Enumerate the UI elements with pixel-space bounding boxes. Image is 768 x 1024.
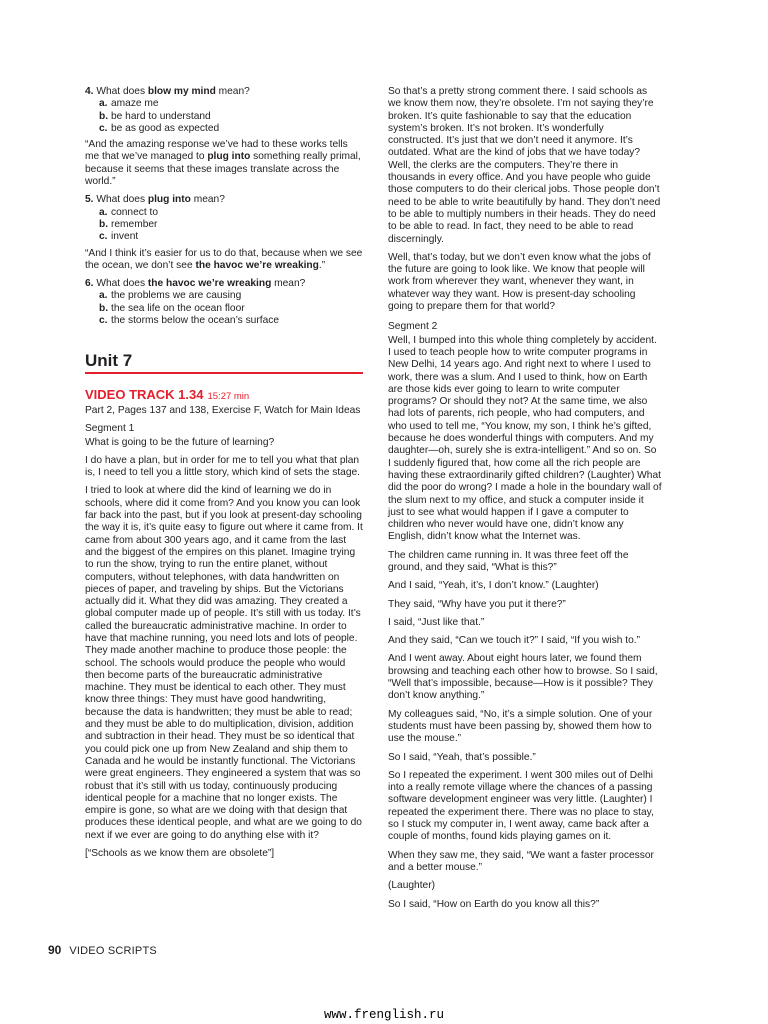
track-duration: 15:27 min (207, 390, 250, 402)
question-4: 4. What does blow my mind mean? (85, 86, 250, 97)
track-info: Part 2, Pages 137 and 138, Exercise F, Watch for Main Ideas (85, 404, 361, 416)
option: a. amaze me (99, 98, 159, 110)
paragraph: They said, “Why have you put it there?” (388, 598, 566, 610)
question-4-options (85, 98, 363, 135)
paragraph: The children came running in. It was three feet off the ground, and they said, “What is this?” (388, 549, 629, 573)
watermark-url: www.frenglish.ru (323, 1008, 445, 1022)
quote-paragraph: “And the amazing response we’ve had to these works tells me that we’ve managed to plug into something really primal, because it seems that these images translate across the world.” (85, 139, 361, 188)
page-footer (48, 943, 157, 957)
paragraph: So that’s a pretty strong comment there. I said schools as we know them now, they’re obsolete. I’m not saying they’re broken. It’s quite fashionable to say that the education system’s broken. It’s not broken. It’s wonderfully constructed. It’s just that we don’t need it anymore. It’s outdated. What are the kind of jobs that we have today? Well, the clerks are the computers. They’re there in thousands in every office. And you have people who guide those computers to do their clerical jobs. Those people don’t need to be able to write beautifully by hand. They don’t need to be able to multiply numbers in their heads. They do need to be able to read. In fact, they need to be able to read discerningly. (388, 86, 661, 245)
question-6-options (85, 290, 363, 327)
option: c. the storms below the ocean’s surface (99, 315, 279, 327)
option: c. invent (99, 231, 139, 243)
option: b. the sea life on the ocean floor (99, 302, 245, 314)
paragraph: Well, that’s today, but we don’t even know what the jobs of the future are going to look like. We know that people will work from wherever they want, whenever they want, in whatever way they want. How is present-day schooling going to prepare them for that world? (388, 251, 651, 313)
page-number: 90 (48, 943, 62, 957)
track-title: VIDEO TRACK 1.34 (85, 386, 204, 402)
paragraph: So I said, “How on Earth do you know all this?” (388, 898, 600, 910)
question-6: 6. What does the havoc we’re wreaking mean? (85, 278, 306, 290)
paragraph: And they said, “Can we touch it?” I said, “If you wish to.” (388, 635, 640, 647)
paragraph: (Laughter) (388, 880, 436, 892)
segment-label: Segment 2 (388, 321, 438, 333)
segment-label: Segment 1 (85, 423, 135, 435)
option: b. remember (99, 218, 158, 230)
quote-paragraph: “And I think it’s easier for us to do that, because when we see the ocean, we don’t see the havoc we’re wreaking.” (85, 247, 363, 271)
footer-label: VIDEO SCRIPTS (69, 945, 157, 957)
paragraph: What is going to be the future of learning? (85, 436, 275, 448)
video-track-heading (85, 386, 363, 403)
right-column (388, 86, 662, 917)
paragraph: My colleagues said, “No, it’s a simple solution. One of your students must have been passing by, showed them how to use the mouse.” (388, 708, 653, 745)
paragraph: And I went away. About eight hours later, we found them browsing and teaching each other how to browse. So I said, “Well that’s impossible, because—How is it possible? They don’t know anything.” (388, 653, 658, 702)
option: a. the problems we are causing (99, 290, 242, 302)
paragraph: I tried to look at where did the kind of learning we do in schools, where did it come from? And you know you can look far back into the past, but if you look at present-day schooling the way it is, it’s quite easy to figure out where it came from. It came from about 300 years ago, and it came from the last and the biggest of the empires on this planet. Imagine trying to run the show, trying to run the entire planet, without computers, without telephones, with data handwritten on pieces of paper, and traveling by ships. But the Victorians actually did it. What they did was amazing. They created a global computer made up of people. It’s still with us today. It’s called the bureaucratic administrative machine. In order to have that machine running, you need lots and lots of people. They made another machine to produce those people: the school. The schools would produce the people who would then become parts of the bureaucratic administrative machine. They must be identical to each other. They must know three things: They must have good handwriting, because the data is handwritten; they must be able to read; and they must be able to do multiplication, division, addition and subtraction in their head. They must be so identical that you could pick one up from New Zealand and ship them to Canada and he would be instantly functional. The Victorians were great engineers. They engineered a system that was so robust that it’s still with us today, continuously producing identical people for a machine that no longer exists. The empire is gone, so what are we doing with that design that produces these identical people, and what are we going to do next if we ever are going to do anything else with it? (85, 485, 363, 841)
left-column (85, 86, 363, 866)
paragraph: So I said, “Yeah, that’s possible.” (388, 751, 536, 763)
option: a. connect to (99, 206, 159, 218)
paragraph: I do have a plan, but in order for me to tell you what that plan is, I need to tell you a little story, which kind of sets the stage. (85, 454, 361, 479)
paragraph: And I said, “Yeah, it’s, I don’t know.” (Laughter) (388, 580, 599, 592)
question-5: 5. What does plug into mean? (85, 194, 225, 206)
option: b. be hard to understand (99, 110, 211, 122)
question-5-options (85, 207, 363, 244)
paragraph: When they saw me, they said, “We want a faster processor and a better mouse.” (388, 849, 654, 873)
paragraph: Well, I bumped into this whole thing completely by accident. I used to teach people how to write computer programs in New Delhi, 14 years ago. And right next to where I used to work, there was a slum. And I used to think, how on Earth are those kids ever going to learn to write computer programs? Or should they not? At the same time, we also had lots of parents, rich people, who had computers, and who used to tell me, “You know, my son, I think he’s gifted, because he does wonderful things with computers. And my daughter—oh, surely she is extra-intelligent.” And so on. So I suddenly figured that, how come all the rich people are having these extraordinarily gifted children? (Laughter) What did the poor do wrong? I made a hole in the boundary wall of the slum next to my office, and stuck a computer inside it just to see what would happen if I gave a computer to children who never would have one, didn’t know any English, didn’t know what the Internet was. (388, 334, 662, 543)
unit-title: Unit 7 (85, 355, 363, 373)
paragraph: [“Schools as we know them are obsolete”] (85, 848, 275, 860)
paragraph: So I repeated the experiment. I went 300 miles out of Delhi into a really remote village where the chances of a passing software development engineer was very little. (Laughter) I repeated the experiment there. There was no place to stay, so I stuck my computer in, I went away, came back after a couple of months, found kids playing games on it. (388, 769, 654, 843)
option: c. be as good as expected (99, 122, 220, 134)
paragraph: I said, “Just like that.” (388, 616, 485, 628)
